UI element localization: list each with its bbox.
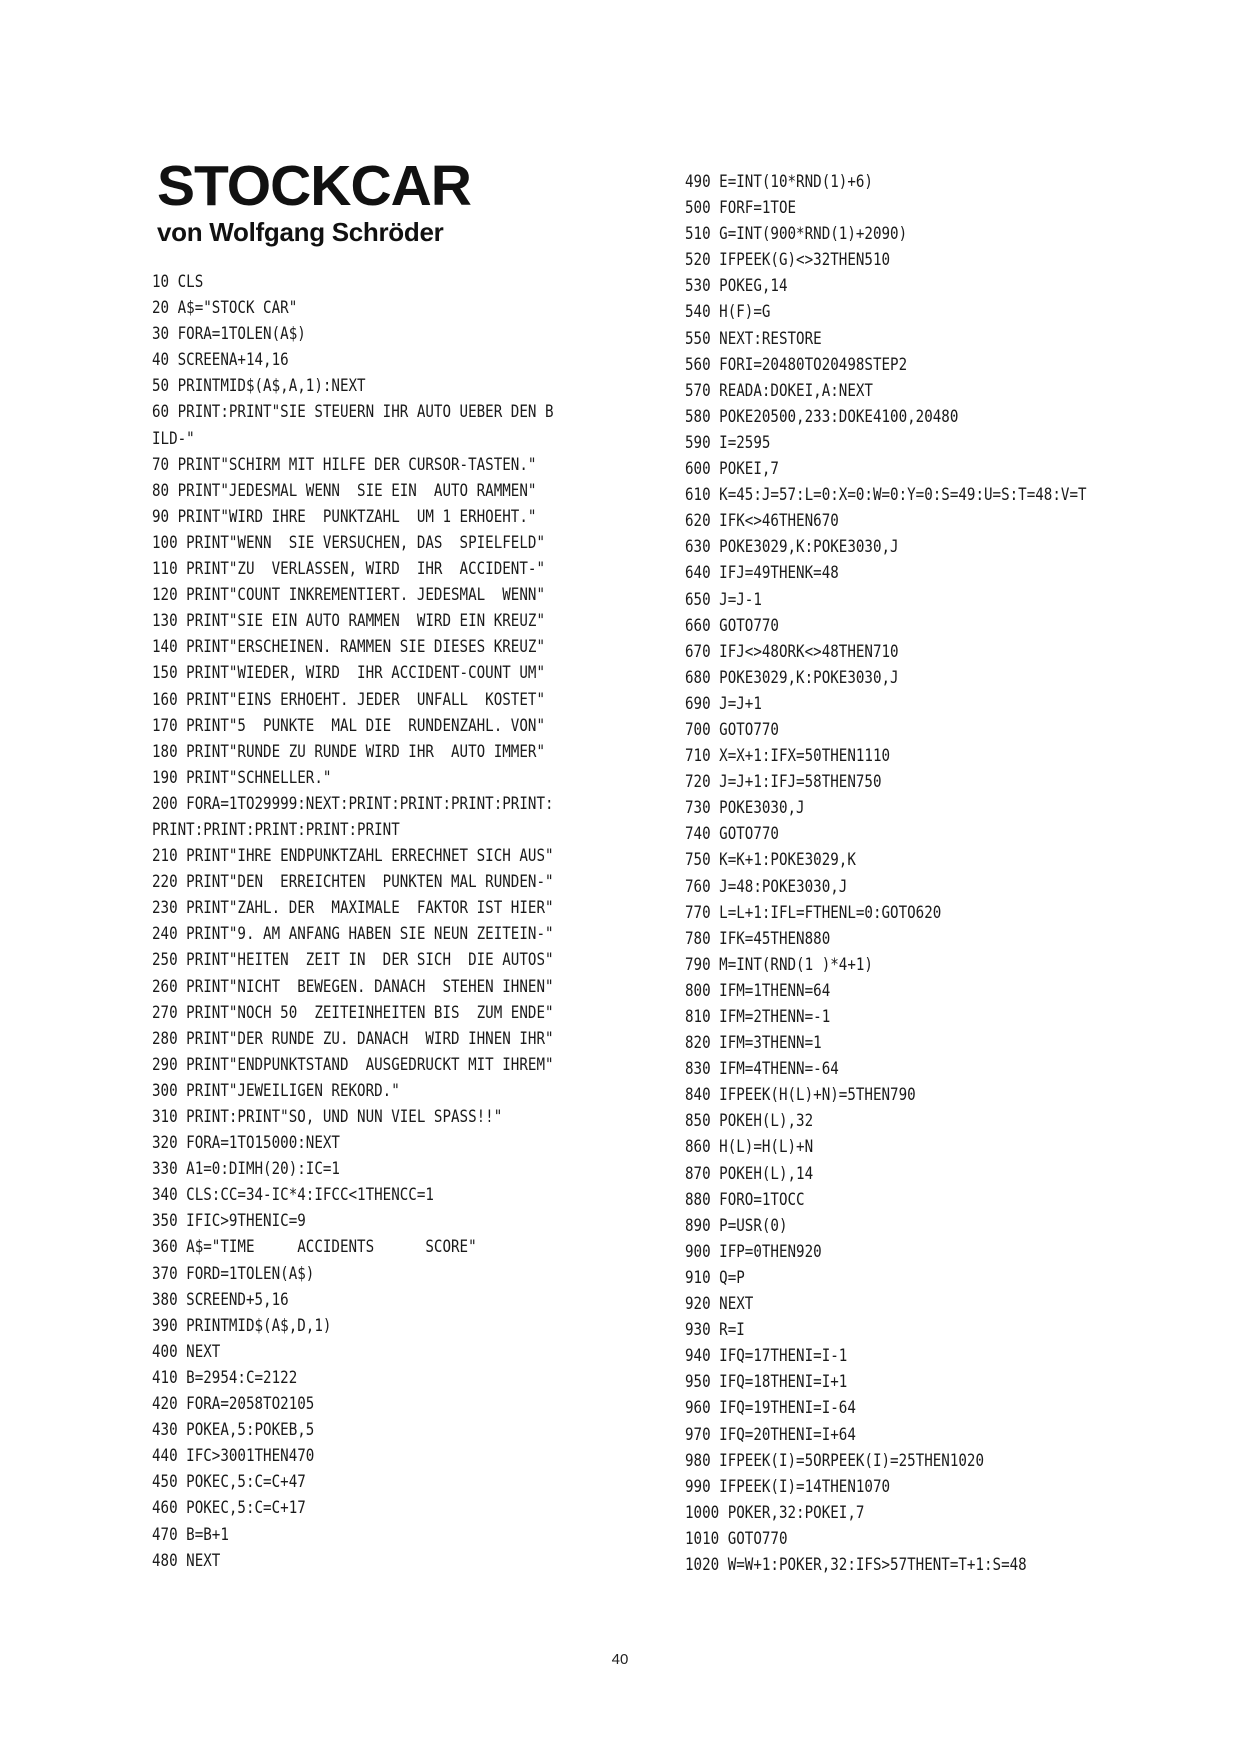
- code-line: 830 IFM=4THENN=-64: [685, 1059, 839, 1079]
- code-line: 910 Q=P: [685, 1267, 745, 1287]
- code-line: 690 J=J+1: [685, 693, 762, 713]
- code-line: 680 POKE3029,K:POKE3030,J: [685, 667, 899, 687]
- code-line: 890 P=USR(0): [685, 1215, 788, 1235]
- article-title: STOCKCAR: [157, 154, 471, 218]
- code-line: 940 IFQ=17THENI=I-1: [685, 1346, 848, 1366]
- code-line: 500 FORF=1TOE: [685, 198, 797, 218]
- code-line: 280 PRINT"DER RUNDE ZU. DANACH WIRD IHNEN IHR": [152, 1028, 554, 1048]
- code-line: 420 FORA=2058TO2105: [152, 1394, 315, 1414]
- code-line: 110 PRINT"ZU VERLASSEN, WIRD IHR ACCIDENT-": [152, 559, 545, 579]
- code-line: 560 FORI=20480TO20498STEP2: [685, 354, 908, 374]
- code-line: 570 READA:DOKEI,A:NEXT: [685, 380, 873, 400]
- code-line: 540 H(F)=G: [685, 302, 771, 322]
- code-line: 240 PRINT"9. AM ANFANG HABEN SIE NEUN ZEITEIN-": [152, 924, 554, 944]
- code-line: 160 PRINT"EINS ERHOEHT. JEDER UNFALL KOSTET": [152, 689, 545, 709]
- code-line: 350 IFIC>9THENIC=9: [152, 1211, 306, 1231]
- code-line: PRINT:PRINT:PRINT:PRINT:PRINT: [152, 819, 400, 839]
- code-line: 300 PRINT"JEWEILIGEN REKORD.": [152, 1080, 400, 1100]
- code-line: 510 G=INT(900*RND(1)+2090): [685, 224, 908, 244]
- code-line: 800 IFM=1THENN=64: [685, 980, 831, 1000]
- code-line: 170 PRINT"5 PUNKTE MAL DIE RUNDENZAHL. VON": [152, 715, 545, 735]
- code-line: 1020 W=W+1:POKER,32:IFS>57THENT=T+1:S=48: [685, 1554, 1027, 1574]
- code-line: 1000 POKER,32:POKEI,7: [685, 1502, 865, 1522]
- code-line: 760 J=48:POKE3030,J: [685, 876, 848, 896]
- code-line: 180 PRINT"RUNDE ZU RUNDE WIRD IHR AUTO IMMER": [152, 741, 545, 761]
- code-line: 410 B=2954:C=2122: [152, 1367, 298, 1387]
- code-line: 330 A1=0:DIMH(20):IC=1: [152, 1159, 340, 1179]
- code-line: 780 IFK=45THEN880: [685, 928, 831, 948]
- code-line: 720 J=J+1:IFJ=58THEN750: [685, 772, 882, 792]
- code-line: 980 IFPEEK(I)=5ORPEEK(I)=25THEN1020: [685, 1450, 985, 1470]
- code-line: 20 A$="STOCK CAR": [152, 298, 298, 318]
- page-number: 40: [611, 1651, 629, 1668]
- code-line: 460 POKEC,5:C=C+17: [152, 1498, 306, 1518]
- code-line: 880 FORO=1TOCC: [685, 1189, 805, 1209]
- code-line: 950 IFQ=18THENI=I+1: [685, 1372, 848, 1392]
- code-line: 190 PRINT"SCHNELLER.": [152, 767, 332, 787]
- code-listing-right-column: [685, 169, 1087, 1578]
- code-line: 610 K=45:J=57:L=0:X=0:W=0:Y=0:S=49:U=S:T=48:V=T: [685, 485, 1087, 505]
- code-line: 70 PRINT"SCHIRM MIT HILFE DER CURSOR-TASTEN.": [152, 454, 537, 474]
- code-line: 840 IFPEEK(H(L)+N)=5THEN790: [685, 1085, 916, 1105]
- code-line: 1010 GOTO770: [685, 1528, 788, 1548]
- code-line: 380 SCREEND+5,16: [152, 1289, 289, 1309]
- code-line: 700 GOTO770: [685, 719, 779, 739]
- code-line: 150 PRINT"WIEDER, WIRD IHR ACCIDENT-COUNT UM": [152, 663, 545, 683]
- code-line: 120 PRINT"COUNT INKREMENTIERT. JEDESMAL WENN": [152, 585, 545, 605]
- code-line: 470 B=B+1: [152, 1524, 229, 1544]
- code-line: 430 POKEA,5:POKEB,5: [152, 1420, 315, 1440]
- code-line: 250 PRINT"HEITEN ZEIT IN DER SICH DIE AUTOS": [152, 950, 554, 970]
- code-line: 60 PRINT:PRINT"SIE STEUERN IHR AUTO UEBER DEN B: [152, 402, 554, 422]
- code-line: 580 POKE20500,233:DOKE4100,20480: [685, 406, 959, 426]
- code-line: 340 CLS:CC=34-IC*4:IFCC<1THENCC=1: [152, 1185, 434, 1205]
- code-line: 770 L=L+1:IFL=FTHENL=0:GOTO620: [685, 902, 942, 922]
- code-line: 600 POKEI,7: [685, 459, 779, 479]
- code-line: 400 NEXT: [152, 1341, 221, 1361]
- code-line: 620 IFK<>46THEN670: [685, 511, 839, 531]
- code-line: 360 A$="TIME ACCIDENTS SCORE": [152, 1237, 477, 1257]
- code-line: 670 IFJ<>48ORK<>48THEN710: [685, 641, 899, 661]
- code-line: 10 CLS: [152, 272, 204, 291]
- code-line: 310 PRINT:PRINT"SO, UND NUN VIEL SPASS!!": [152, 1107, 503, 1126]
- code-line: 860 H(L)=H(L)+N: [685, 1137, 814, 1157]
- code-line: 870 POKEH(L),14: [685, 1163, 814, 1183]
- code-line: 970 IFQ=20THENI=I+64: [685, 1424, 856, 1444]
- code-line: ILD-": [152, 428, 195, 448]
- code-line: 520 IFPEEK(G)<>32THEN510: [685, 250, 891, 270]
- code-line: 450 POKEC,5:C=C+47: [152, 1472, 306, 1492]
- code-line: 960 IFQ=19THENI=I-64: [685, 1398, 856, 1418]
- code-line: 790 M=INT(RND(1 )*4+1): [685, 954, 873, 974]
- code-line: 440 IFC>3001THEN470: [152, 1446, 315, 1466]
- code-line: 550 NEXT:RESTORE: [685, 328, 822, 348]
- code-line: 90 PRINT"WIRD IHRE PUNKTZAHL UM 1 ERHOEHT.": [152, 506, 537, 526]
- code-line: 710 X=X+1:IFX=50THEN1110: [685, 746, 891, 766]
- code-line: 40 SCREENA+14,16: [152, 350, 289, 370]
- code-line: 50 PRINTMID$(A$,A,1):NEXT: [152, 376, 366, 396]
- code-line: 490 E=INT(10*RND(1)+6): [685, 172, 873, 191]
- code-line: 990 IFPEEK(I)=14THEN1070: [685, 1476, 891, 1496]
- code-line: 370 FORD=1TOLEN(A$): [152, 1263, 315, 1283]
- code-line: 730 POKE3030,J: [685, 798, 805, 818]
- code-line: 390 PRINTMID$(A$,D,1): [152, 1315, 332, 1335]
- code-line: 590 I=2595: [685, 432, 771, 452]
- code-line: 30 FORA=1TOLEN(A$): [152, 324, 306, 344]
- code-line: 750 K=K+1:POKE3029,K: [685, 850, 856, 870]
- code-line: 130 PRINT"SIE EIN AUTO RAMMEN WIRD EIN KREUZ": [152, 611, 545, 631]
- code-line: 650 J=J-1: [685, 589, 762, 609]
- code-line: 200 FORA=1TO29999:NEXT:PRINT:PRINT:PRINT:PRINT:: [152, 793, 554, 813]
- code-line: 820 IFM=3THENN=1: [685, 1033, 822, 1053]
- code-line: 530 POKEG,14: [685, 276, 788, 296]
- code-line: 810 IFM=2THENN=-1: [685, 1007, 831, 1026]
- author-byline: von Wolfgang Schröder: [157, 217, 444, 247]
- code-line: 930 R=I: [685, 1320, 745, 1340]
- code-line: 630 POKE3029,K:POKE3030,J: [685, 537, 899, 557]
- code-line: 220 PRINT"DEN ERREICHTEN PUNKTEN MAL RUNDEN-": [152, 872, 554, 892]
- code-line: 290 PRINT"ENDPUNKTSTAND AUSGEDRUCKT MIT IHREM": [152, 1054, 554, 1074]
- code-line: 320 FORA=1TO15000:NEXT: [152, 1133, 340, 1153]
- code-line: 80 PRINT"JEDESMAL WENN SIE EIN AUTO RAMMEN": [152, 480, 537, 500]
- code-line: 850 POKEH(L),32: [685, 1111, 814, 1131]
- code-line: 920 NEXT: [685, 1294, 754, 1314]
- code-line: 480 NEXT: [152, 1550, 221, 1570]
- code-line: 210 PRINT"IHRE ENDPUNKTZAHL ERRECHNET SICH AUS": [152, 846, 554, 866]
- code-line: 900 IFP=0THEN920: [685, 1241, 822, 1261]
- code-line: 100 PRINT"WENN SIE VERSUCHEN, DAS SPIELFELD": [152, 532, 545, 552]
- code-line: 740 GOTO770: [685, 824, 779, 844]
- code-line: 230 PRINT"ZAHL. DER MAXIMALE FAKTOR IST HIER": [152, 898, 554, 918]
- code-line: 260 PRINT"NICHT BEWEGEN. DANACH STEHEN IHNEN": [152, 976, 554, 996]
- code-line: 270 PRINT"NOCH 50 ZEITEINHEITEN BIS ZUM ENDE": [152, 1002, 554, 1022]
- code-listing-left-column: [152, 269, 554, 1574]
- code-line: 140 PRINT"ERSCHEINEN. RAMMEN SIE DIESES KREUZ": [152, 637, 545, 657]
- code-line: 640 IFJ=49THENK=48: [685, 563, 839, 583]
- code-line: 660 GOTO770: [685, 615, 779, 635]
